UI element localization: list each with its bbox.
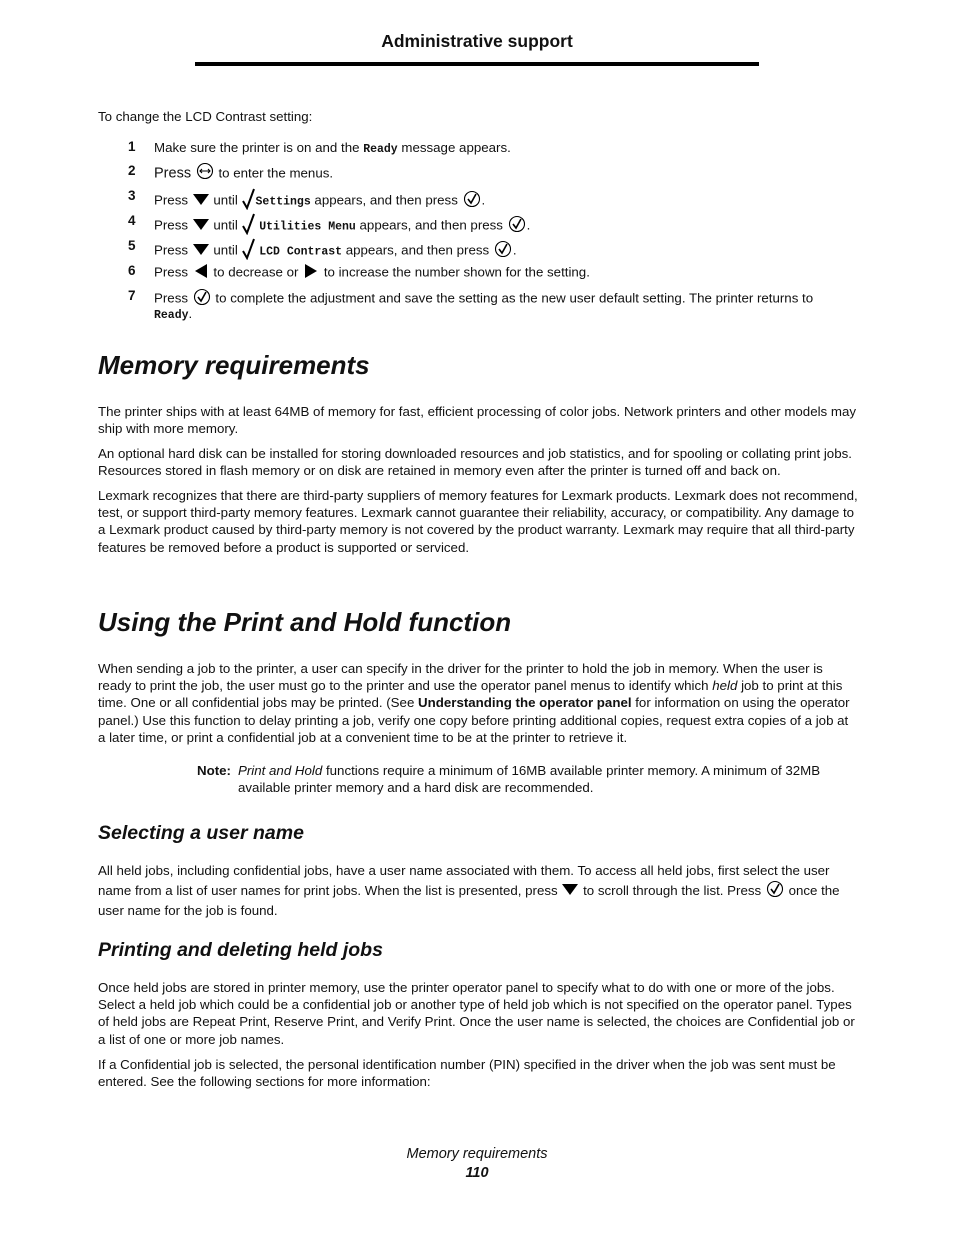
held-jobs-paragraph-2: If a Confidential job is selected, the personal identification number (PIN) specified in the driver when the job was sent must be entered. See the following sections for more information: [98,1057,836,1090]
intro-text: To change the LCD Contrast setting: [98,109,313,124]
step-3: 3 Press until Settings appears, and then press . [128,186,858,206]
cross-reference-link[interactable]: Understanding the operator panel [418,695,632,711]
step-text: appears, and then press [342,242,490,258]
step-text: appears, and then press [310,192,458,208]
note-italic: Print and Hold [238,763,323,778]
step-6 [128,261,858,281]
press-label: Press [154,217,188,233]
press-label: Press [154,165,192,182]
select-button-icon [765,880,785,903]
step-4: 4 Press until Utilities Menu appears, and then press . [128,211,858,231]
until-label: until [213,242,238,258]
step-text: to enter the menus. [218,165,334,181]
press-label: Press [154,290,188,306]
step-end: . [188,306,193,321]
step-text: appears, and then press [355,217,503,233]
until-label: until [213,217,238,233]
step-text: message appears. [397,140,511,155]
header-rule [195,62,759,66]
note-text: functions require a minimum of 16MB available printer memory. A minimum of 32MB available printer memory and a hard disk are recommended. [238,763,821,796]
select-button-icon [493,240,513,262]
down-arrow-icon [192,217,210,235]
step-number: 4 [128,213,136,228]
user-name-paragraph [98,862,858,920]
code-ready: Ready [154,309,189,322]
footer-page-number: 110 [465,1165,489,1181]
user-name-heading: Selecting a user name [98,822,304,844]
text-run: All held jobs, including confidential jobs, have a user name associated with them. To access all held jobs, first select the user name from a list of user names for print jobs. When the list is presented, press [98,863,830,898]
note-label: Note: [197,763,231,778]
step-number: 6 [128,263,136,278]
step-number: 3 [128,188,136,203]
step-text: Make sure the printer is on and the [154,140,364,155]
print-hold-paragraph [98,660,858,746]
code-settings: Settings [255,195,311,209]
press-label: Press [154,242,188,258]
step-7 [128,286,858,326]
step-2 [128,161,858,181]
step-1 [128,137,858,157]
memory-paragraph-2: An optional hard disk can be installed for storing downloaded resources and job statistics, and for spooling or collating print jobs. Resources stored in flash memory or on disk are retained in memory even after the printer is turned off and back on. [98,446,852,479]
text-run: job to print at this time. One or all confidential jobs may be printed. (See [98,678,843,711]
memory-paragraph-3: Lexmark recognizes that there are third-party suppliers of memory features for Lexmark products. Lexmark does not recommend, test, or support third-party memory features. Lexmark cannot guarantee their reliability, accuracy, or compatibility. Any damage to a Lexmark product caused by third-party memory is not covered by the product warranty. Lexmark may require that all third-party features be removed before a product is supported or serviced. [98,488,858,555]
page-header-title: Administrative support [381,31,573,51]
text-run: to scroll through the list. Press [579,882,765,898]
text-run: once the user name for the job is found. [98,882,840,919]
print-hold-heading: Using the Print and Hold function [98,607,512,637]
step-number: 2 [128,163,136,178]
down-arrow-icon [561,882,579,901]
step-number: 1 [128,139,136,154]
select-button-icon [462,190,482,212]
memory-heading: Memory requirements [98,350,370,380]
select-button-icon [192,288,212,310]
held-italic: held [712,678,738,694]
text-run: When sending a job to the printer, a user can specify in the driver for the printer to hold the job in memory. When the user is ready to print the job, the user must go to the printer and use the operator panel menus to identify which [98,661,823,694]
select-button-icon [507,215,527,237]
menu-button-icon [195,163,215,185]
step-text: to increase the number shown for the setting. [323,264,590,280]
code-lcd-contrast: LCD Contrast [259,245,343,259]
held-jobs-heading: Printing and deleting held jobs [98,939,383,961]
until-label: until [213,192,238,208]
step-text: to decrease or [213,264,303,280]
left-arrow-icon [192,263,210,283]
down-arrow-icon [192,192,210,210]
step-text: to complete the adjustment and save the setting as the new user default setting. The printer returns to [215,290,814,306]
memory-paragraph-1: The printer ships with at least 64MB of memory for fast, efficient processing of color jobs. Network printers and other models may ship with more memory. [98,404,857,437]
press-label: Press [154,264,188,280]
step-number: 5 [128,238,136,253]
right-arrow-icon [302,263,320,283]
step-5: 5 Press until LCD Contrast appears, and then press . [128,236,858,256]
text-run: for information on using the operator panel.) Use this function to delay printing a job, verify one copy before printing additional copies, request extra copies of a job at a later time, or print a confidential job at a convenient time to be at the printer to retrieve it. [98,695,850,745]
down-arrow-icon [192,242,210,260]
code-utilities-menu: Utilities Menu [259,220,356,234]
press-label: Press [154,192,188,208]
held-jobs-paragraph-1: Once held jobs are stored in printer memory, use the printer operator panel to specify what to do with one or more of the jobs. Select a held job which could be a confidential job or another type of held job which is not specified on the operator panel. Types of held jobs are Repeat Print, Reserve Print, and Verify Print. Once the user name is selected, the choices are Confidential job or a list of one or more job names. [98,980,855,1047]
code-ready: Ready [363,143,398,156]
footer-section-title: Memory requirements [406,1146,548,1162]
step-number: 7 [128,288,136,303]
